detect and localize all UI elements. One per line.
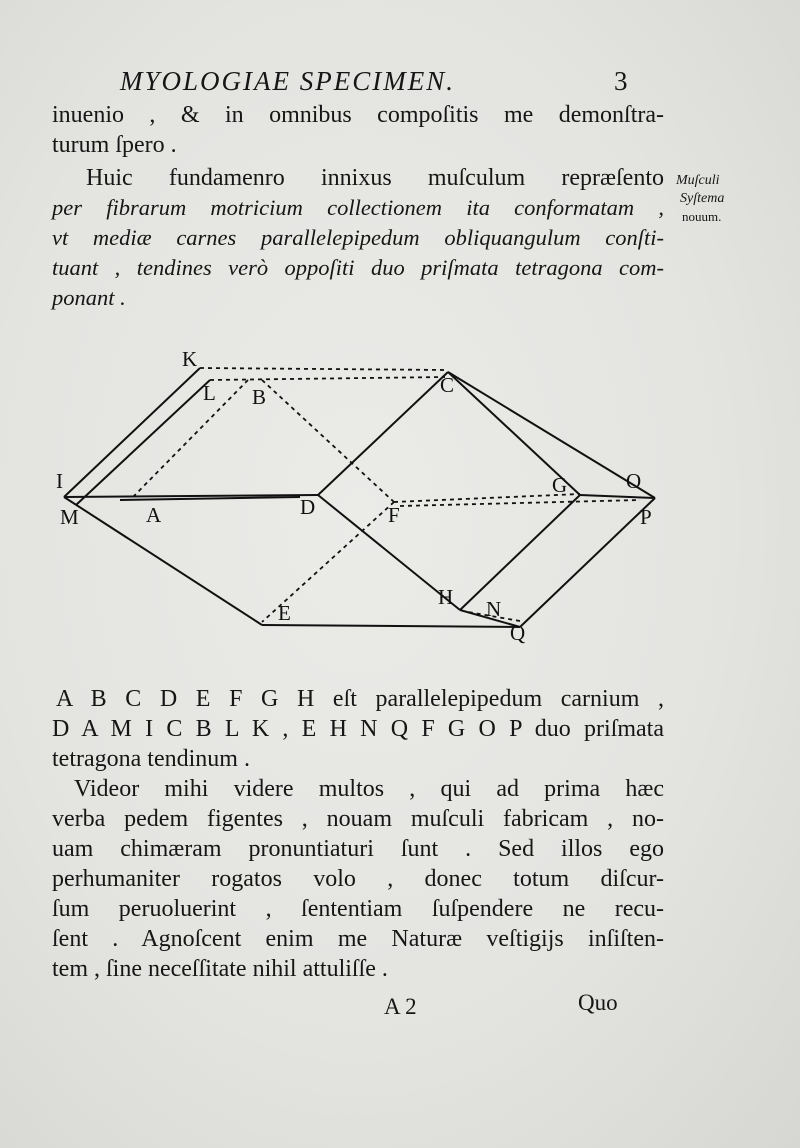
edge-c-d [318,372,448,495]
text-line: ſent . Agnoſcent enim me Naturæ veſtigijs inſiſten- [52,926,664,952]
label-o: O [626,469,642,493]
signature-mark: A 2 [384,994,417,1019]
solid-edges [64,368,655,627]
margin-note-line: nouum. [682,209,722,224]
label-p: P [640,505,652,529]
label-m: M [60,505,79,529]
margin-note-line: Muſculi [676,173,720,188]
label-q: Q [510,621,526,645]
margin-note-line: Syſtema [680,191,725,206]
page-number: 3 [614,66,630,96]
text-line: perhumaniter rogatos volo , donec totum diſcur- [52,866,664,892]
label-g: G [552,473,568,497]
edge-h-g [460,495,580,610]
label-a: A [146,503,162,527]
text-line: A B C D E F G H eſt parallelepipedum carnium , [56,686,664,712]
edge-k-c [200,368,448,370]
label-n: N [486,597,502,621]
edge-a-d [120,497,300,500]
label-e: E [278,601,291,625]
label-i: I [56,469,63,493]
text-line: ponant . [52,285,126,310]
catchword: Quo [578,990,618,1015]
edge-k-i [64,368,200,497]
label-f: F [388,503,400,527]
edge-b-a [130,380,248,500]
edge-l-c [210,377,445,380]
text-line: Huic fundamenro innixus muſculum repræſento [86,165,664,191]
edge-e-q [262,625,520,627]
label-k: K [182,347,198,371]
label-b: B [252,385,267,409]
text-line: D A M I C B L K , E H N Q F G O P duo priſmata [52,716,664,742]
text-line: tuant , tendines verò oppoſiti duo priſmata tetragona com- [52,255,664,280]
text-line: turum ſpero . [52,132,177,158]
text-line: per fibrarum motricium collectionem ita conformatam , [52,195,664,220]
text-line: uam chimæram pronuntiaturi ſunt . Sed illos ego [52,836,664,862]
label-h: H [438,585,454,609]
text-line: tem , ſine neceſſitate nihil attuliſſe . [52,956,388,982]
text-line: tetragona tendinum . [52,746,250,772]
edge-l-m [76,380,210,505]
label-d: D [300,495,316,519]
edge-i-e [64,497,262,625]
edge-g-o [580,495,655,498]
text-line: Videor mihi videre multos , qui ad prima hæc [74,776,664,802]
text-line: inuenio , & in omnibus compoſitis me demonſtra- [52,102,664,128]
label-c: C [440,373,455,397]
text-line: vt mediæ carnes parallelepipedum obliquangulum conſti- [52,225,664,250]
text-line: ſum peruoluerint , ſententiam ſuſpendere ne recu- [52,896,664,922]
edge-q-p [520,498,655,627]
text-line: verba pedem figentes , nouam muſculi fabricam , no- [52,806,664,832]
label-l: L [203,381,216,405]
running-title: MYOLOGIAE SPECIMEN. [120,66,455,96]
